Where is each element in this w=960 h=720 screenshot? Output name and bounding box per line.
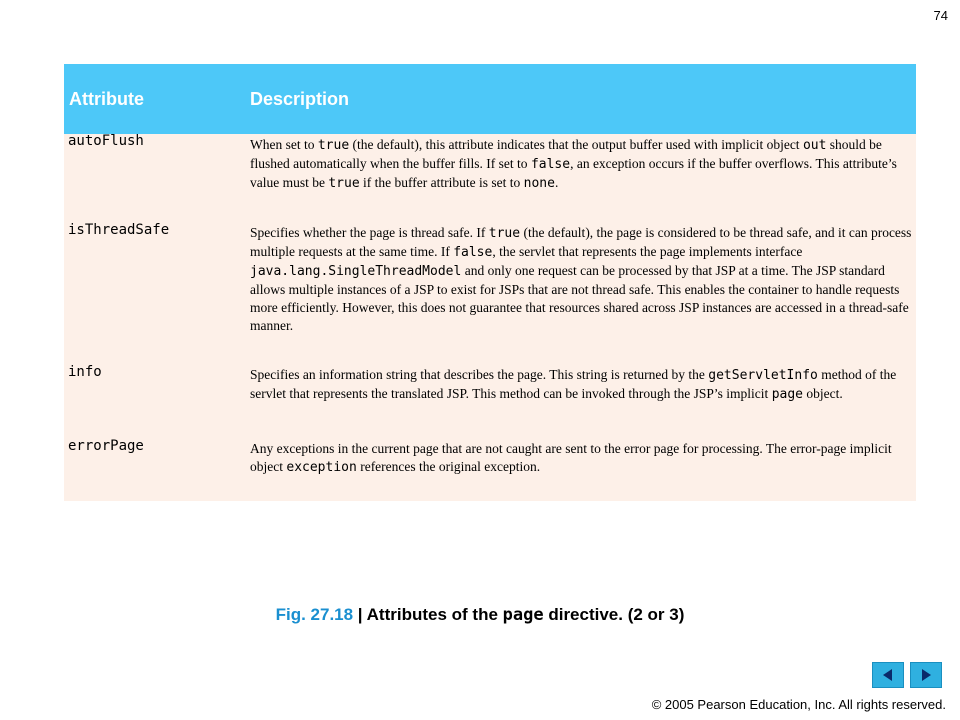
slide-navigation <box>872 662 942 688</box>
table-body <box>64 134 916 477</box>
header-description: Description <box>250 88 350 109</box>
attribute-description: When set to true (the default), this attribute indicates that the output buffer used with implicit object out should be flushed automatically when the buffer fills. If set to false, an exception occurs if the buffer overflows. This attribute’s value must be true if the buffer attribute is set to none. <box>250 137 897 191</box>
inline-code: out <box>802 138 827 153</box>
table-row <box>64 430 916 477</box>
caption-text: | Attributes of the <box>353 605 503 624</box>
inline-code: page <box>771 387 803 402</box>
attribute-description: Specifies an information string that describes the page. This string is returned by the getServletInfo method of the servlet that represents the translated JSP. This method can be invoked through the JSP’s implicit page object. <box>250 367 897 402</box>
table-row <box>64 218 916 358</box>
header-attribute: Attribute <box>69 88 144 109</box>
figure-number: Fig. 27.18 <box>275 605 354 624</box>
inline-code: none <box>523 176 555 191</box>
attribute-name: errorPage <box>68 438 144 454</box>
attributes-table-container <box>64 64 916 501</box>
inline-code: getServletInfo <box>708 368 818 383</box>
caption-code: page <box>502 605 544 625</box>
attribute-description: Any exceptions in the current page that are not caught are sent to the error page for processing. The error-page implicit object exception references the original exception. <box>250 441 892 475</box>
next-slide-button[interactable] <box>910 662 942 688</box>
inline-code: true <box>328 176 360 191</box>
attribute-name: autoFlush <box>68 133 144 149</box>
inline-code: true <box>317 138 350 153</box>
copyright-footer: © 2005 Pearson Education, Inc. All rights reserved. <box>651 697 946 712</box>
inline-code: exception <box>286 460 357 475</box>
table-header <box>64 64 916 134</box>
left-triangle-icon <box>880 667 896 683</box>
previous-slide-button[interactable] <box>872 662 904 688</box>
inline-code: false <box>530 157 571 172</box>
header-row <box>64 64 916 134</box>
figure-caption <box>0 605 960 625</box>
caption-rest: directive. (2 or 3) <box>543 605 685 624</box>
inline-code: true <box>488 226 521 241</box>
attribute-name: info <box>68 364 102 380</box>
page-number: 74 <box>933 8 948 23</box>
table-row <box>64 358 916 430</box>
table-row <box>64 134 916 218</box>
inline-code: java.lang.SingleThreadModel <box>250 264 462 279</box>
right-triangle-icon <box>918 667 934 683</box>
inline-code: false <box>453 245 493 260</box>
attribute-description: Specifies whether the page is thread safe. If true (the default), the page is considered to be thread safe, and it can process multiple requests at the same time. If false, the servlet that represents the page implements interface java.lang.SingleThreadModel and only one request can be processed by that JSP at a time. The JSP standard allows multiple instances of a JSP to exist for JSPs that are not thread safe. This enables the container to handle requests more efficiently. However, this does not guarantee that resources shared across JSP instances are accessed in a thread-safe manner. <box>250 225 912 333</box>
attribute-name: isThreadSafe <box>68 222 170 238</box>
attributes-table <box>64 64 916 477</box>
